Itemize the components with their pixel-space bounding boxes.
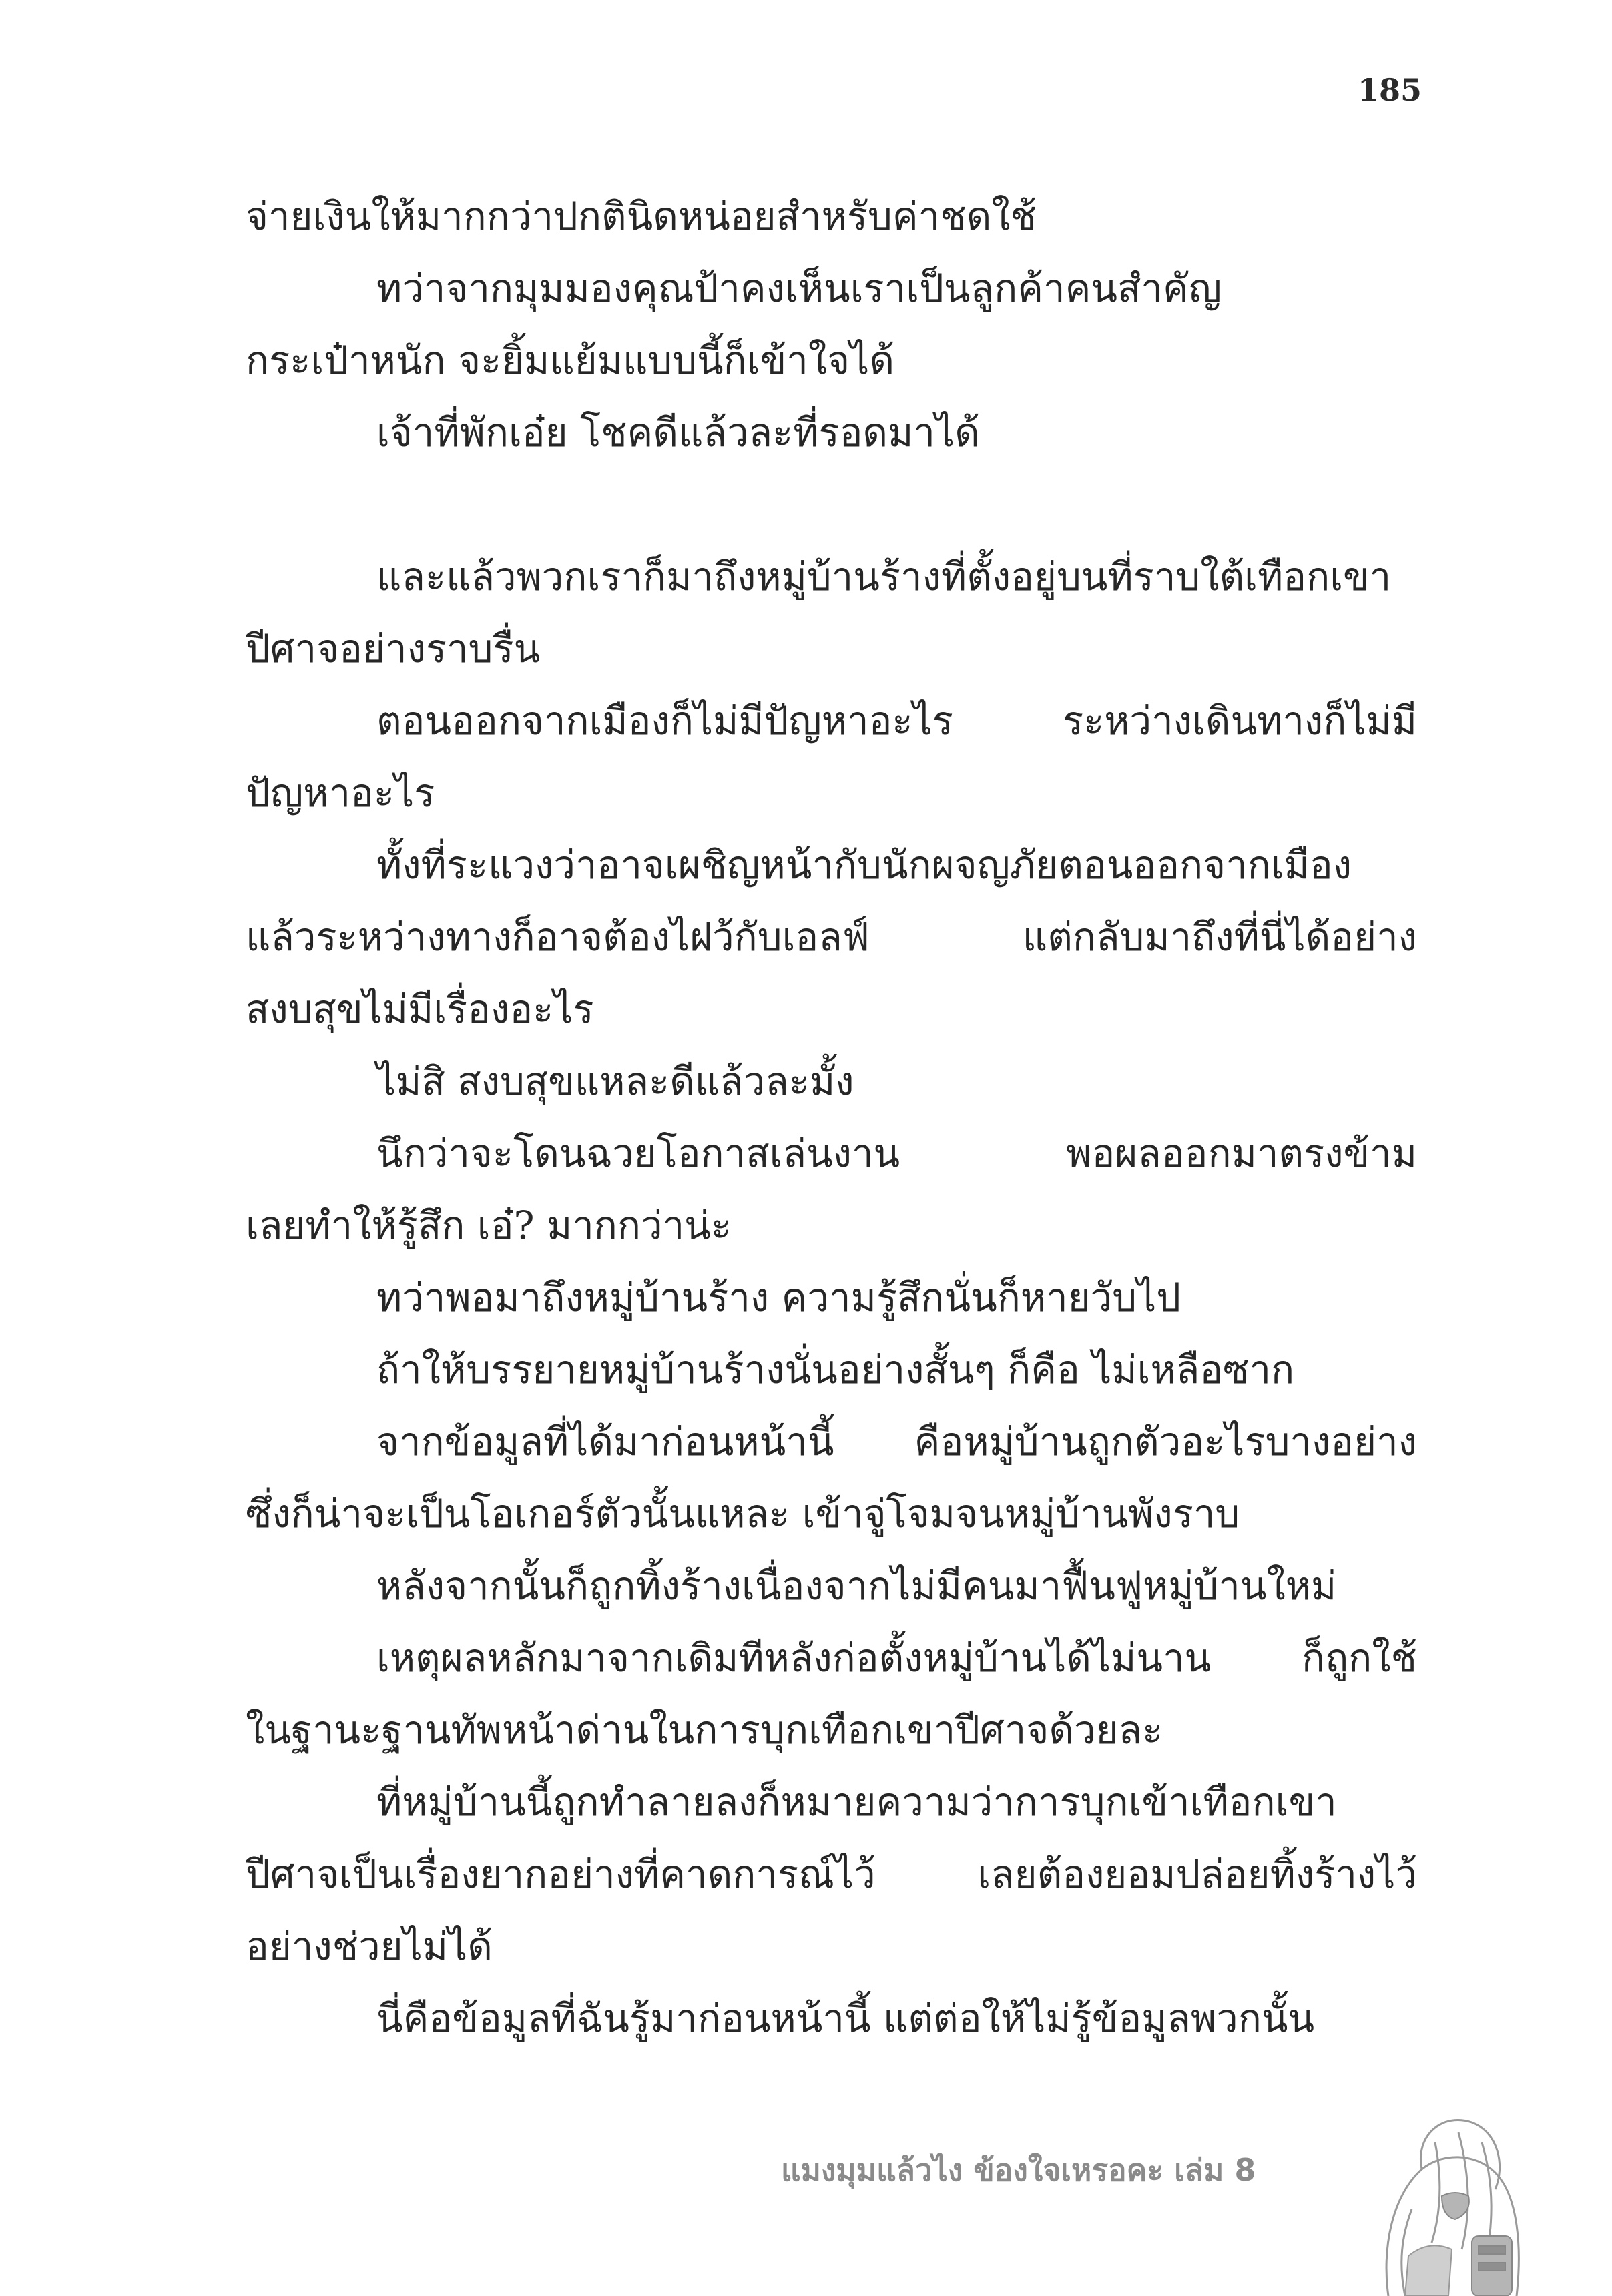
- paragraph-line: ทว่าจากมุมมองคุณป้าคงเห็นเราเป็นลูกค้าคนสำคัญ: [376, 266, 1222, 311]
- paragraph-line: ที่หมู่บ้านนี้ถูกทำลายลงก็หมายความว่าการบุกเข้าเทือกเขา: [376, 1779, 1337, 1825]
- paragraph-line: แล้วระหว่างทางก็อาจต้องไฝว้กับเอลฟ์ แต่กลับมาถึงที่นี่ได้อย่าง: [246, 914, 1417, 960]
- paragraph-line: และแล้วพวกเราก็มาถึงหมู่บ้านร้างที่ตั้งอยู่บนที่ราบใต้เทือกเขา: [376, 554, 1392, 599]
- paragraph-line: นี่คือข้อมูลที่ฉันรู้มาก่อนหน้านี้ แต่ต่อให้ไม่รู้ข้อมูลพวกนั้น: [376, 1996, 1315, 2041]
- paragraph-line: ในฐานะฐานทัพหน้าด่านในการบุกเทือกเขาปีศาจด้วยละ: [246, 1707, 1163, 1753]
- paragraph-line: ปัญหาอะไร: [246, 770, 435, 816]
- paragraph-line: จากข้อมูลที่ได้มาก่อนหน้านี้ คือหมู่บ้านถูกตัวอะไรบางอย่าง: [376, 1419, 1417, 1464]
- paragraph-line: ถ้าให้บรรยายหมู่บ้านร้างนั่นอย่างสั้นๆ ก็คือ ไม่เหลือซาก: [376, 1347, 1295, 1392]
- paragraph-line: ไม่สิ สงบสุขแหละดีแล้วละมั้ง: [376, 1059, 854, 1104]
- running-footer-title: แมงมุมแล้วไง ข้องใจเหรอคะ เล่ม 8: [781, 2152, 1256, 2188]
- paragraph-line: เจ้าที่พักเอ๋ย โชคดีแล้วละที่รอดมาได้: [376, 410, 980, 455]
- paragraph-line: หลังจากนั้นก็ถูกทิ้งร้างเนื่องจากไม่มีคนมาฟื้นฟูหมู่บ้านใหม่: [376, 1563, 1337, 1609]
- paragraph-line: เหตุผลหลักมาจากเดิมทีหลังก่อตั้งหมู่บ้านได้ไม่นาน ก็ถูกใช้: [376, 1635, 1417, 1681]
- paragraph-line: จ่ายเงินให้มากกว่าปกตินิดหน่อยสำหรับค่าชดใช้: [246, 194, 1037, 239]
- paragraph-line: ตอนออกจากเมืองก็ไม่มีปัญหาอะไร ระหว่างเดินทางก็ไม่มี: [376, 698, 1417, 744]
- paragraph-line: ทว่าพอมาถึงหมู่บ้านร้าง ความรู้สึกนั่นก็หายวับไป: [376, 1275, 1181, 1320]
- section-break: [246, 469, 1417, 541]
- paragraph-line: ปีศาจเป็นเรื่องยากอย่างที่คาดการณ์ไว้ เลยต้องยอมปล่อยทิ้งร้างไว้: [246, 1851, 1417, 1897]
- paragraph-line: อย่างช่วยไม่ได้: [246, 1924, 493, 1969]
- paragraph-line: นึกว่าจะโดนฉวยโอกาสเล่นงาน พอผลออกมาตรงข้าม: [376, 1131, 1417, 1176]
- character-illustration: [1342, 2096, 1542, 2296]
- paragraph-line: เลยทำให้รู้สึก เอ๋? มากกว่าน่ะ: [246, 1203, 732, 1248]
- paragraph-line: ปีศาจอย่างราบรื่น: [246, 626, 541, 671]
- body-text: [246, 180, 1417, 2054]
- page-number: 185: [1357, 72, 1422, 108]
- paragraph-line: ทั้งที่ระแวงว่าอาจเผชิญหน้ากับนักผจญภัยตอนออกจากเมือง: [376, 842, 1352, 888]
- paragraph-line: กระเป๋าหนัก จะยิ้มแย้มแบบนี้ก็เข้าใจได้: [246, 338, 894, 383]
- paragraph-line: ซึ่งก็น่าจะเป็นโอเกอร์ตัวนั้นแหละ เข้าจู่โจมจนหมู่บ้านพังราบ: [246, 1491, 1240, 1536]
- paragraph-line: สงบสุขไม่มีเรื่องอะไร: [246, 986, 594, 1032]
